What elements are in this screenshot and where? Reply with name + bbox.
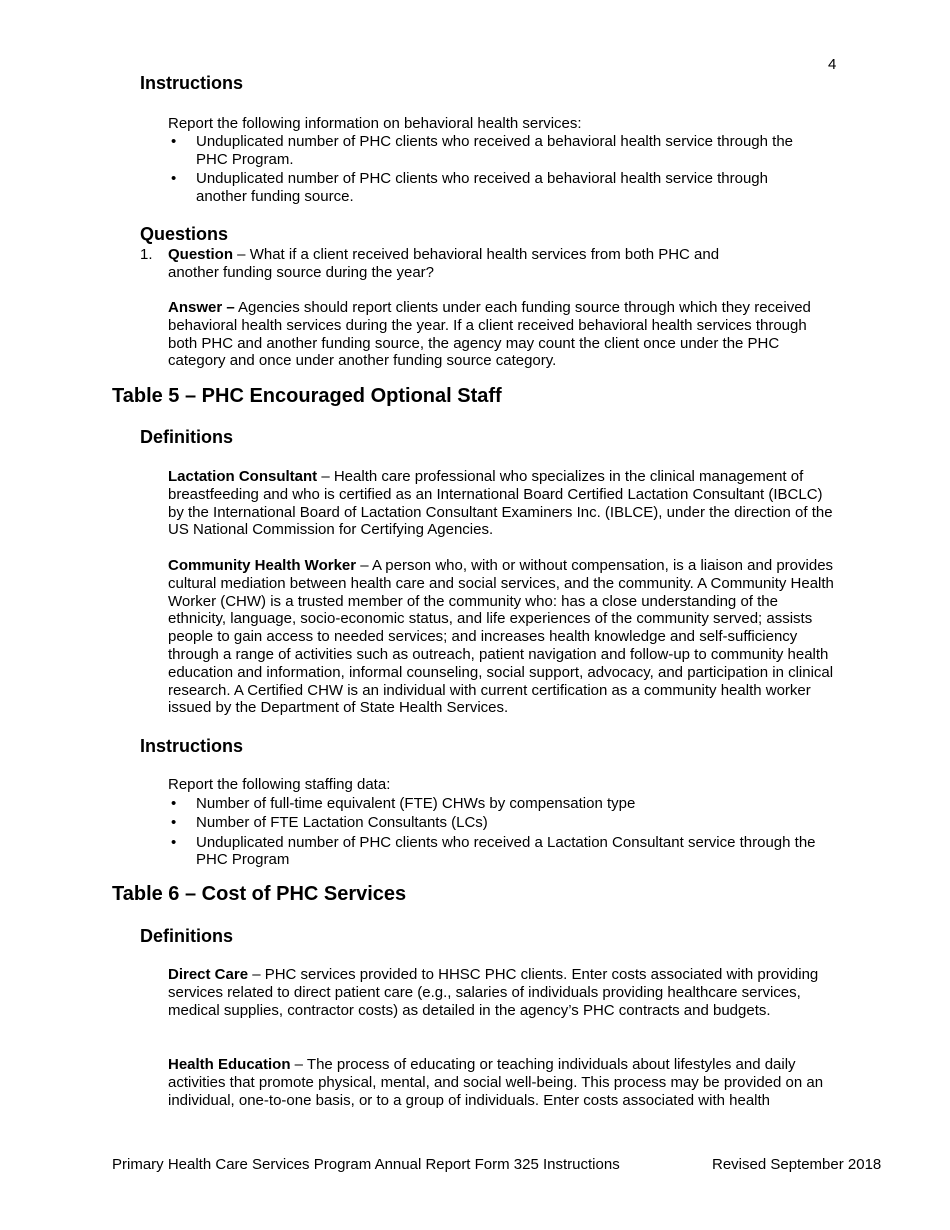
health-education-definition	[168, 1056, 838, 1109]
table5-instructions-heading: Instructions	[140, 736, 244, 756]
chw-definition	[168, 557, 838, 717]
bullet-icon: •	[171, 795, 177, 812]
table5-title: Table 5 – PHC Encouraged Optional Staff	[112, 385, 502, 407]
question-paragraph	[168, 246, 768, 282]
answer-label: Answer –	[168, 299, 235, 316]
table6-definitions-heading: Definitions	[140, 926, 233, 946]
answer-paragraph	[168, 299, 838, 370]
chw-text: – A person who, with or without compensation, is a liaison and provides cultural mediation between health care and social services, and the community. A Community Health Worker (CHW) is a trusted member of the community who: has a close understanding of the ethnicity, language, socio-economic status, and life experiences of the community served; assists people to gain access to needed services; and increases health knowledge and self-sufficiency through a range of activities such as outreach, patient navigation and follow-up to community health education and information, informal counseling, social support, advocacy, and participation in clinical research. A Certified CHW is an individual with current certification as a community health worker issued by the Department of State Health Services.	[168, 557, 834, 717]
list-item: • Unduplicated number of PHC clients who received a behavioral health service through another funding source.	[171, 170, 768, 205]
instructions-heading-1: Instructions	[140, 73, 244, 93]
question-number: 1.	[140, 246, 153, 263]
chw-label: Community Health Worker	[168, 557, 357, 574]
direct-care-text: – PHC services provided to HHSC PHC clients. Enter costs associated with providing services related to direct patient care (e.g., salaries of individuals providing healthcare services, medical supplies, contractor costs) as detailed in the agency’s PHC contracts and budgets.	[168, 966, 819, 1019]
table5-definitions-heading: Definitions	[140, 427, 233, 447]
direct-care-definition	[168, 966, 838, 1019]
answer-text: Agencies should report clients under each funding source through which they received behavioral health services during the year. If a client received behavioral health services through both PHC and another funding source, the agency may count the client once under the PHC category and once under another funding source category.	[168, 299, 811, 370]
footer-revision: Revised September 2018	[712, 1156, 882, 1173]
health-education-label: Health Education	[168, 1056, 291, 1073]
bullet-icon: •	[171, 833, 177, 851]
question-label: Question	[168, 246, 234, 263]
health-education-text: – The process of educating or teaching individuals about lifestyles and daily activities that promote physical, mental, and social well-being. This process may be provided on an individual, one-to-one basis, or to a group of individuals. Enter costs associated with health	[168, 1056, 824, 1109]
table5-instructions-list	[168, 795, 818, 871]
table6-title: Table 6 – Cost of PHC Services	[112, 883, 407, 905]
instructions-list-1	[168, 133, 818, 207]
direct-care-label: Direct Care	[168, 966, 249, 983]
list-item: • Unduplicated number of PHC clients who received a Lactation Consultant service through the PHC Program	[171, 833, 816, 869]
lactation-consultant-label: Lactation Consultant	[168, 468, 318, 485]
bullet-icon: •	[171, 170, 177, 188]
footer-title: Primary Health Care Services Program Annual Report Form 325 Instructions	[112, 1156, 620, 1173]
page-number: 4	[828, 56, 837, 73]
question-text: – What if a client received behavioral health services from both PHC and another funding source during the year?	[168, 246, 720, 281]
lactation-consultant-definition	[168, 468, 838, 539]
instructions-intro-1: Report the following information on behavioral health services:	[168, 115, 582, 132]
table5-instructions-intro: Report the following staffing data:	[168, 776, 391, 793]
list-item: • Number of full-time equivalent (FTE) CHWs by compensation type	[171, 795, 636, 812]
bullet-icon: •	[171, 814, 177, 832]
list-item: • Unduplicated number of PHC clients who received a behavioral health service through the PHC Program.	[171, 133, 794, 168]
questions-heading: Questions	[140, 224, 229, 244]
lactation-consultant-text: – Health care professional who specializes in the clinical management of breastfeeding and who is certified as an International Board Certified Lactation Consultant (IBCLC) by the International Board of Lactation Consultant Examiners Inc. (IBLCE), under the direction of the US National Commission for Certifying Agencies.	[168, 468, 833, 539]
bullet-icon: •	[171, 133, 177, 150]
list-item: • Number of FTE Lactation Consultants (LCs)	[171, 814, 488, 832]
